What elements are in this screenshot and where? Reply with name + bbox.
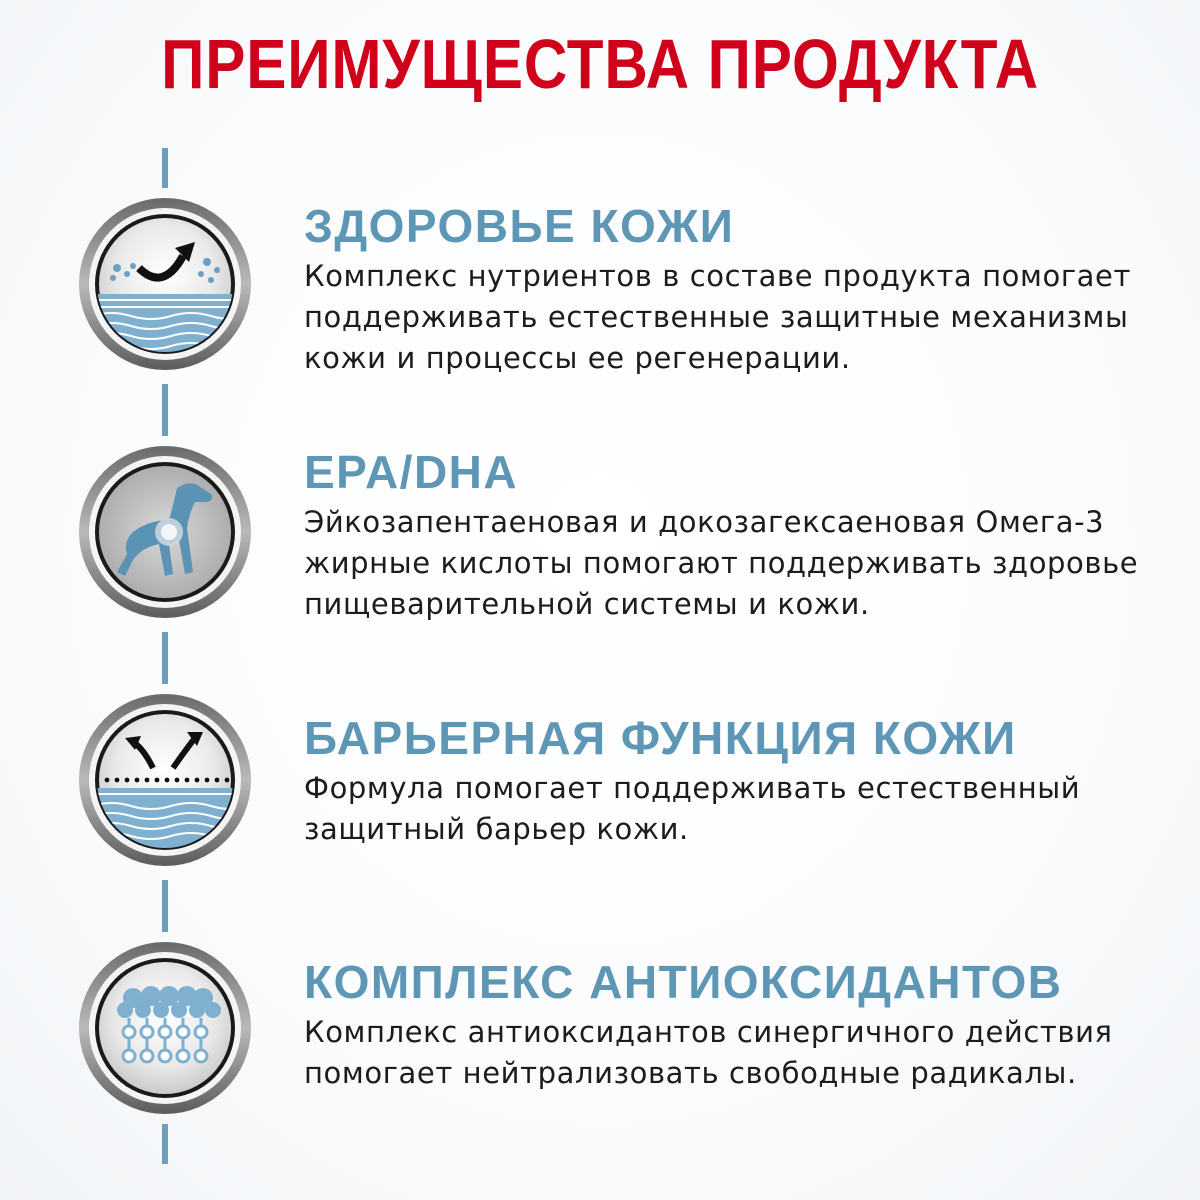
feature-title: КОМПЛЕКС АНТИОКСИДАНТОВ: [304, 956, 1063, 1008]
skin-barrier-icon: [77, 692, 253, 868]
description-line: кожи и процессы ее регенерации.: [304, 341, 851, 375]
feature-description: [304, 1012, 1184, 1094]
timeline-segment: [162, 384, 168, 436]
feature-description: [304, 768, 1184, 850]
page-title: ПРЕИМУЩЕСТВА ПРОДУКТА: [161, 25, 1039, 103]
description-line: Эйкозапентаеновая и докозагексаеновая Омега-3: [304, 505, 1105, 539]
description-line: поддерживать естественные защитные механизмы: [304, 300, 1129, 334]
antioxidant-membrane-icon: [77, 940, 253, 1116]
feature-description: [304, 256, 1184, 379]
feature-title: EPA/DHA: [304, 446, 519, 498]
description-line: помогает нейтрализовать свободные радикалы.: [304, 1056, 1077, 1090]
feature-title: ЗДОРОВЬЕ КОЖИ: [304, 200, 735, 252]
feature-title: БАРЬЕРНАЯ ФУНКЦИЯ КОЖИ: [304, 712, 1017, 764]
timeline-segment: [162, 632, 168, 684]
description-line: защитный барьер кожи.: [304, 812, 689, 846]
skin-health-icon: [77, 196, 253, 372]
feature-description: [304, 502, 1184, 625]
description-line: пищеварительной системы и кожи.: [304, 587, 870, 621]
dog-omega-icon: [77, 444, 253, 620]
description-line: жирные кислоты помогают поддерживать здоровье: [304, 546, 1139, 580]
timeline-segment: [162, 1124, 168, 1164]
description-line: Комплекс нутриентов в составе продукта помогает: [304, 259, 1131, 293]
description-line: Формула помогает поддерживать естественный: [304, 771, 1081, 805]
timeline-segment: [162, 148, 168, 188]
description-line: Комплекс антиоксидантов синергичного действия: [304, 1015, 1113, 1049]
timeline-segment: [162, 880, 168, 932]
